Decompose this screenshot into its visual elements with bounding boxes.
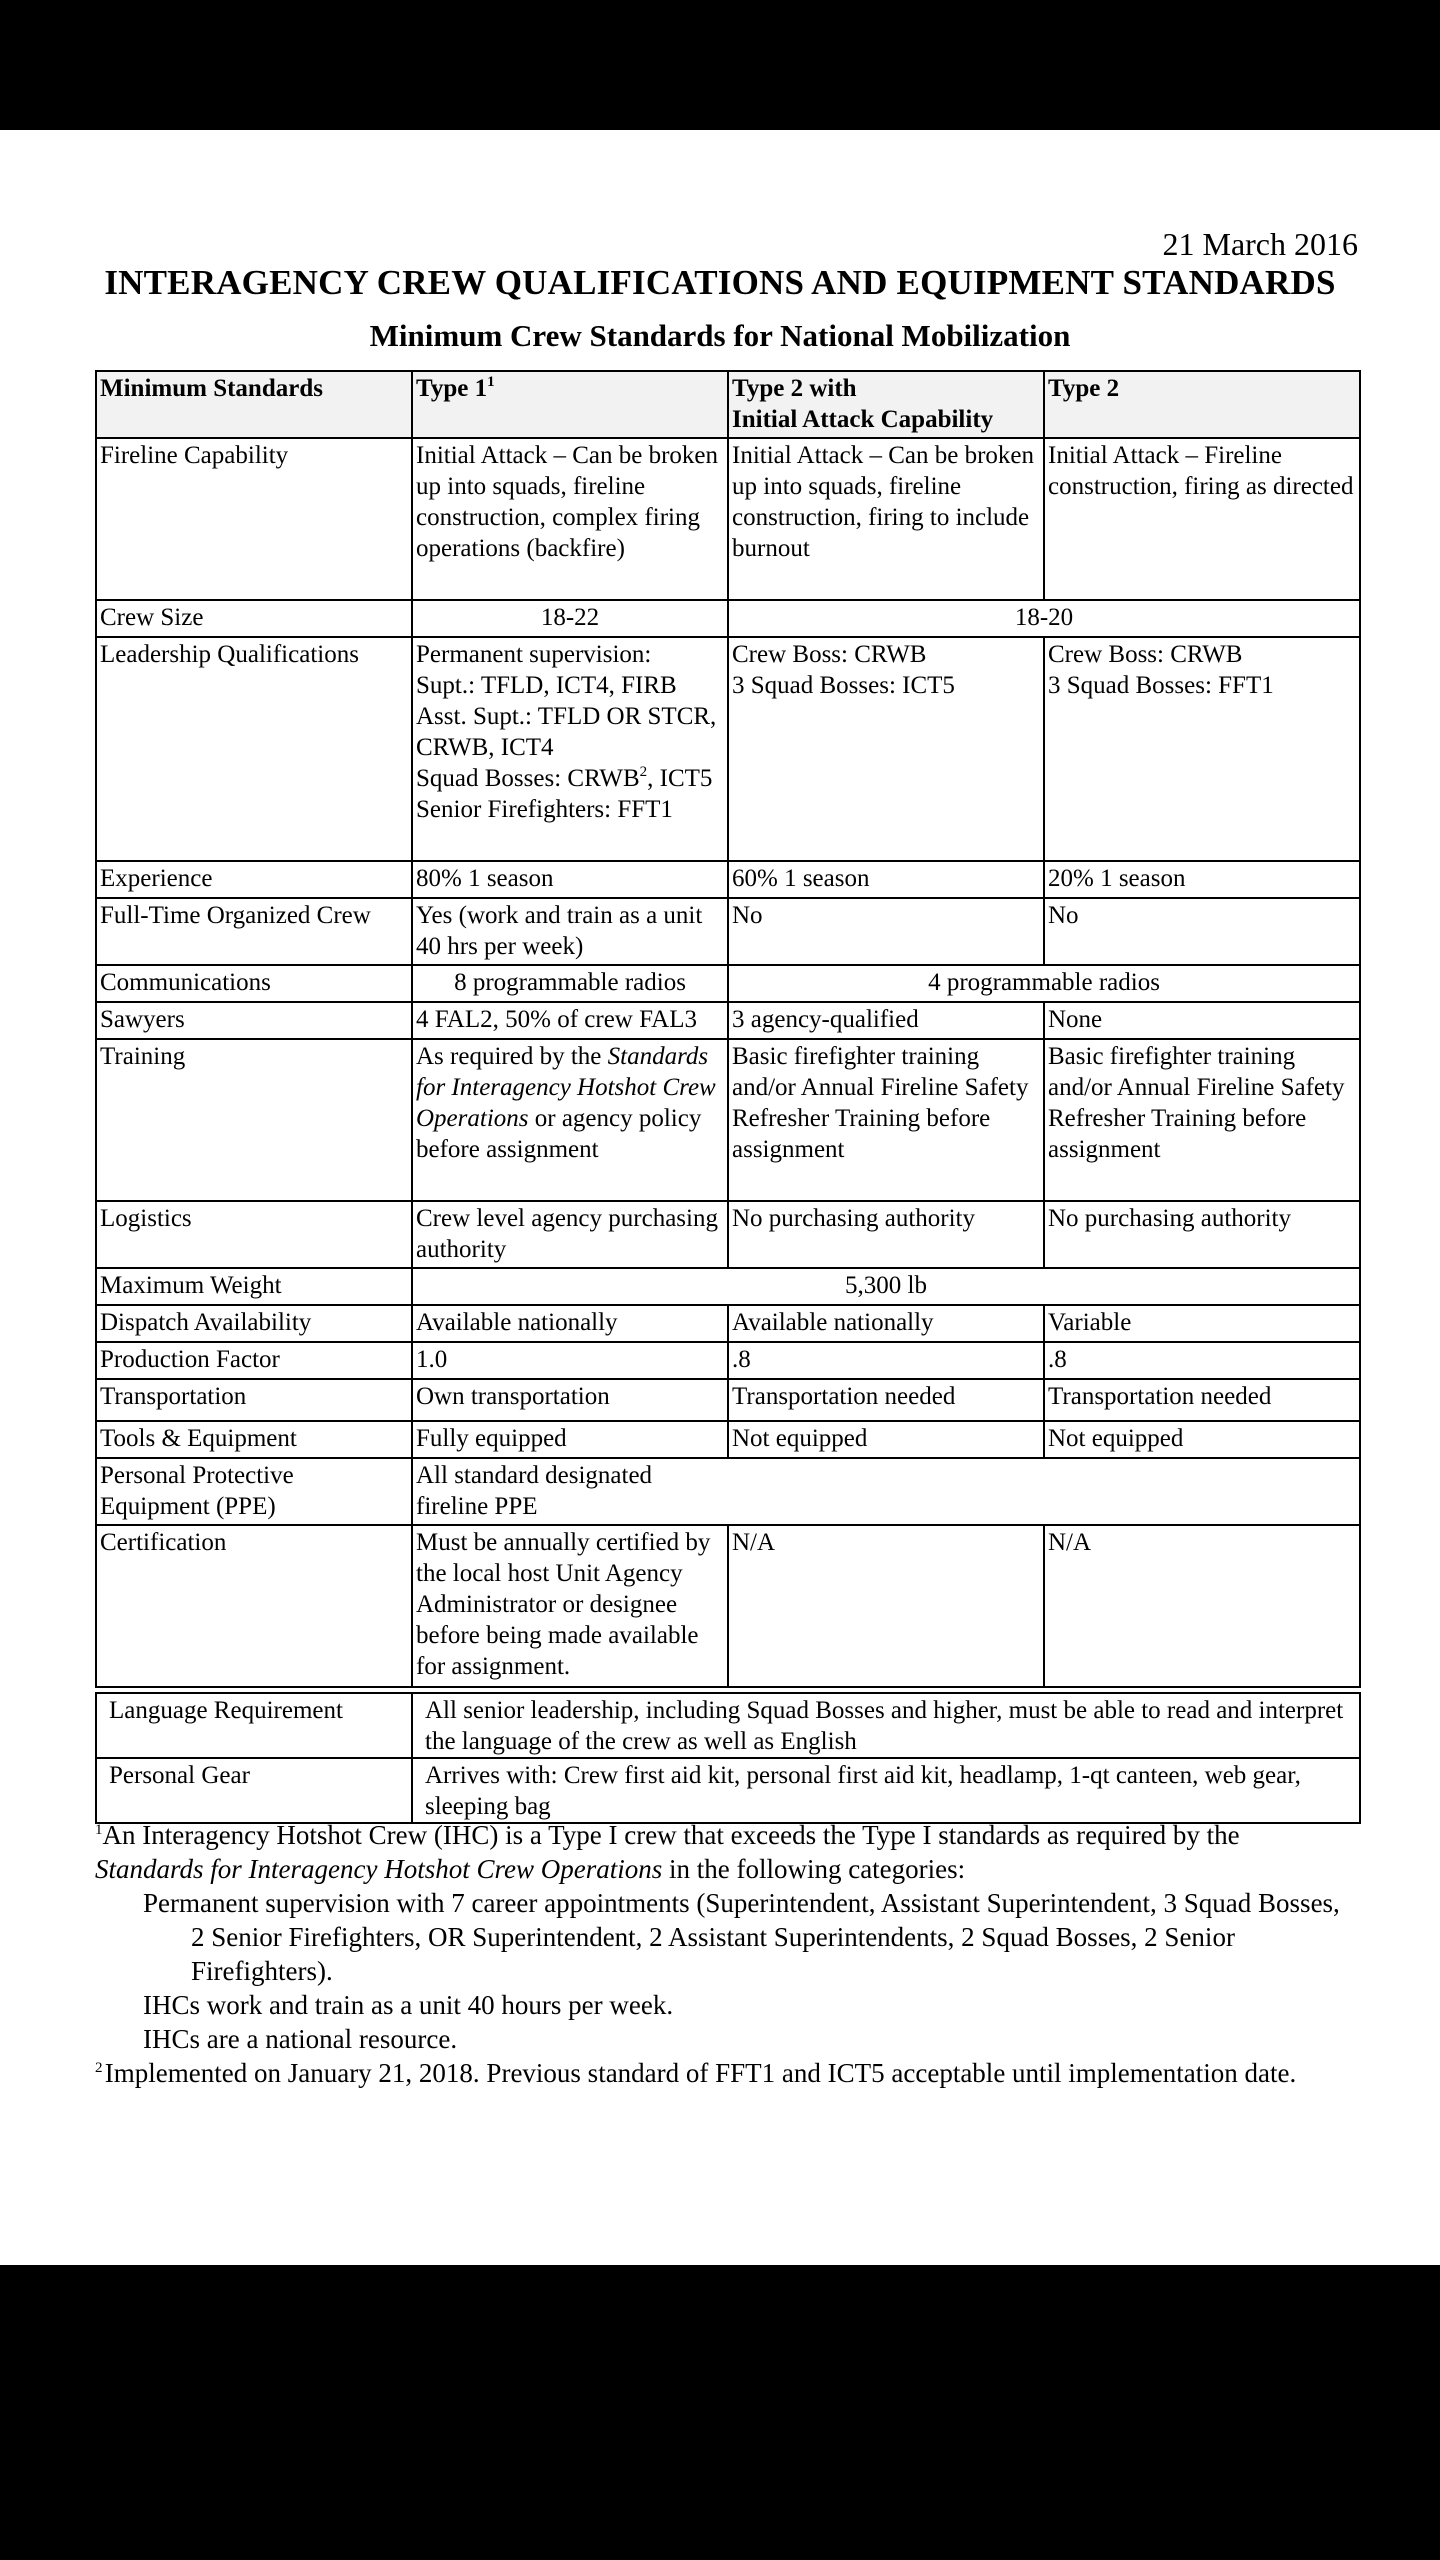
cell-type-2: No purchasing authority — [1044, 1201, 1360, 1268]
table-row — [96, 898, 1360, 965]
cell-type-2: Not equipped — [1044, 1421, 1360, 1458]
document-title: INTERAGENCY CREW QUALIFICATIONS AND EQUIPMENT STANDARDS — [104, 263, 1336, 302]
cell-type-1: 80% 1 season — [412, 861, 728, 898]
table-row — [96, 1693, 1360, 1758]
cell-type-2-ia: Transportation needed — [728, 1379, 1044, 1421]
cell-type-2: Variable — [1044, 1305, 1360, 1342]
row-label: Experience — [96, 861, 412, 898]
cell-type-1: Permanent supervision: Supt.: TFLD, ICT4, FIRB Asst. Supt.: TFLD OR STCR, CRWB, ICT4 Squad Bosses: CRWB$^2$, ICT5 Senior Firefighters: FFT1 — [412, 637, 728, 861]
cell-type-2-ia: N/A — [728, 1525, 1044, 1687]
crew-standards-table — [95, 370, 1361, 1688]
cell-all-types: All standard designated fireline PPE — [412, 1458, 1360, 1525]
header-type-2-ia: Type 2 with Initial Attack Capability — [728, 371, 1044, 438]
cell-type-2-ia: No — [728, 898, 1044, 965]
cell-type-2: N/A — [1044, 1525, 1360, 1687]
header-minimum-standards: Minimum Standards — [96, 371, 412, 438]
table-row — [96, 1525, 1360, 1687]
cell-type-2-ia: Available nationally — [728, 1305, 1044, 1342]
row-label: Language Requirement — [96, 1693, 412, 1758]
row-label: Dispatch Availability — [96, 1305, 412, 1342]
row-label: Tools & Equipment — [96, 1421, 412, 1458]
cell-type-2: Basic firefighter training and/or Annual Fireline Safety Refresher Training before assignment — [1044, 1039, 1360, 1201]
row-label: Transportation — [96, 1379, 412, 1421]
table-row — [96, 1379, 1360, 1421]
header-type-2: Type 2 — [1044, 371, 1360, 438]
cell-type-1: Yes (work and train as a unit 40 hrs per week) — [412, 898, 728, 965]
table-row — [96, 1458, 1360, 1525]
table-row — [96, 438, 1360, 600]
row-label: Maximum Weight — [96, 1268, 412, 1305]
cell-type-1: 1.0 — [412, 1342, 728, 1379]
row-label: Sawyers — [96, 1002, 412, 1039]
table-row — [96, 1305, 1360, 1342]
cell-type-2-ia: .8 — [728, 1342, 1044, 1379]
row-label: Certification — [96, 1525, 412, 1687]
cell-type-2: .8 — [1044, 1342, 1360, 1379]
cell-type-2-ia: Initial Attack – Can be broken up into squads, fireline construction, firing to include burnout — [728, 438, 1044, 600]
cell-type-2-ia: Not equipped — [728, 1421, 1044, 1458]
row-label: Logistics — [96, 1201, 412, 1268]
cell-type-1: Crew level agency purchasing authority — [412, 1201, 728, 1268]
table-row — [96, 1758, 1360, 1823]
table-row — [96, 1002, 1360, 1039]
row-label: Crew Size — [96, 600, 412, 637]
table-row — [96, 965, 1360, 1002]
footnote-1-item: IHCs are a national resource. — [143, 2024, 458, 2054]
cell-type-2-combined: 18-20 — [728, 600, 1360, 637]
cell-type-2: No — [1044, 898, 1360, 965]
cell-type-1: 8 programmable radios — [412, 965, 728, 1002]
cell-type-2-ia: 3 agency-qualified — [728, 1002, 1044, 1039]
cell-type-2: Initial Attack – Fireline construction, firing as directed — [1044, 438, 1360, 600]
document-page — [0, 130, 1440, 2265]
personal-gear-value: Arrives with: Crew first aid kit, personal first aid kit, headlamp, 1-qt canteen, web gear, sleeping bag — [412, 1758, 1360, 1823]
cell-type-2-combined: 4 programmable radios — [728, 965, 1360, 1002]
footnote-1-item: IHCs work and train as a unit 40 hours per week. — [143, 1990, 674, 2020]
document-date: 21 March 2016 — [1162, 226, 1358, 262]
cell-type-2-ia: No purchasing authority — [728, 1201, 1044, 1268]
row-label: Full-Time Organized Crew — [96, 898, 412, 965]
table-row — [96, 637, 1360, 861]
cell-type-2: Transportation needed — [1044, 1379, 1360, 1421]
additional-requirements-table — [95, 1692, 1361, 1824]
table-header-row — [96, 371, 1360, 438]
row-label: Production Factor — [96, 1342, 412, 1379]
cell-type-1: 4 FAL2, 50% of crew FAL3 — [412, 1002, 728, 1039]
language-requirement-value: All senior leadership, including Squad Bosses and higher, must be able to read and interpret the language of the crew as well as English — [412, 1693, 1360, 1758]
cell-type-1: As required by the Standards for Interagency Hotshot Crew Operations or agency policy before assignment — [412, 1039, 728, 1201]
footnotes — [95, 1818, 1345, 2090]
footnote-1: $^1$An Interagency Hotshot Crew (IHC) is a Type I crew that exceeds the Type I standards as required by the Standards for Interagency Hotshot Crew Operations in the following categories: — [95, 1820, 1240, 1884]
cell-type-1: Fully equipped — [412, 1421, 728, 1458]
row-label: Communications — [96, 965, 412, 1002]
footnote-1-item: Permanent supervision with 7 career appointments (Superintendent, Assistant Superintendent, 3 Squad Bosses, 2 Senior Firefighters, OR Superintendent, 2 Assistant Superintendents, 2 Squad Bosses, 2 Senior Firefighters). — [143, 1888, 1340, 1986]
row-label: Training — [96, 1039, 412, 1201]
cell-type-1: 18-22 — [412, 600, 728, 637]
cell-type-1: Initial Attack – Can be broken up into squads, fireline construction, complex firing operations (backfire) — [412, 438, 728, 600]
cell-type-1: Own transportation — [412, 1379, 728, 1421]
cell-type-2: 20% 1 season — [1044, 861, 1360, 898]
footnote-2: $^2$ Implemented on January 21, 2018. Previous standard of FFT1 and ICT5 acceptable until implementation date. — [95, 2058, 1297, 2088]
row-label: Personal Protective Equipment (PPE) — [96, 1458, 412, 1525]
table-row — [96, 600, 1360, 637]
cell-type-2: Crew Boss: CRWB 3 Squad Bosses: FFT1 — [1044, 637, 1360, 861]
cell-type-1: Available nationally — [412, 1305, 728, 1342]
table-row — [96, 861, 1360, 898]
table-row — [96, 1268, 1360, 1305]
table-row — [96, 1039, 1360, 1201]
table-row — [96, 1421, 1360, 1458]
row-label: Leadership Qualifications — [96, 637, 412, 861]
cell-type-2-ia: Crew Boss: CRWB 3 Squad Bosses: ICT5 — [728, 637, 1044, 861]
row-label: Personal Gear — [96, 1758, 412, 1823]
cell-type-2: None — [1044, 1002, 1360, 1039]
header-type-1: Type $1^1$ — [412, 371, 728, 438]
cell-all-types: 5,300 lb — [412, 1268, 1360, 1305]
document-subtitle: Minimum Crew Standards for National Mobilization — [369, 318, 1071, 353]
table-row — [96, 1342, 1360, 1379]
cell-type-1: Must be annually certified by the local host Unit Agency Administrator or designee before being made available for assignment. — [412, 1525, 728, 1687]
cell-type-2-ia: Basic firefighter training and/or Annual Fireline Safety Refresher Training before assignment — [728, 1039, 1044, 1201]
cell-type-2-ia: 60% 1 season — [728, 861, 1044, 898]
table-row — [96, 1201, 1360, 1268]
row-label: Fireline Capability — [96, 438, 412, 600]
